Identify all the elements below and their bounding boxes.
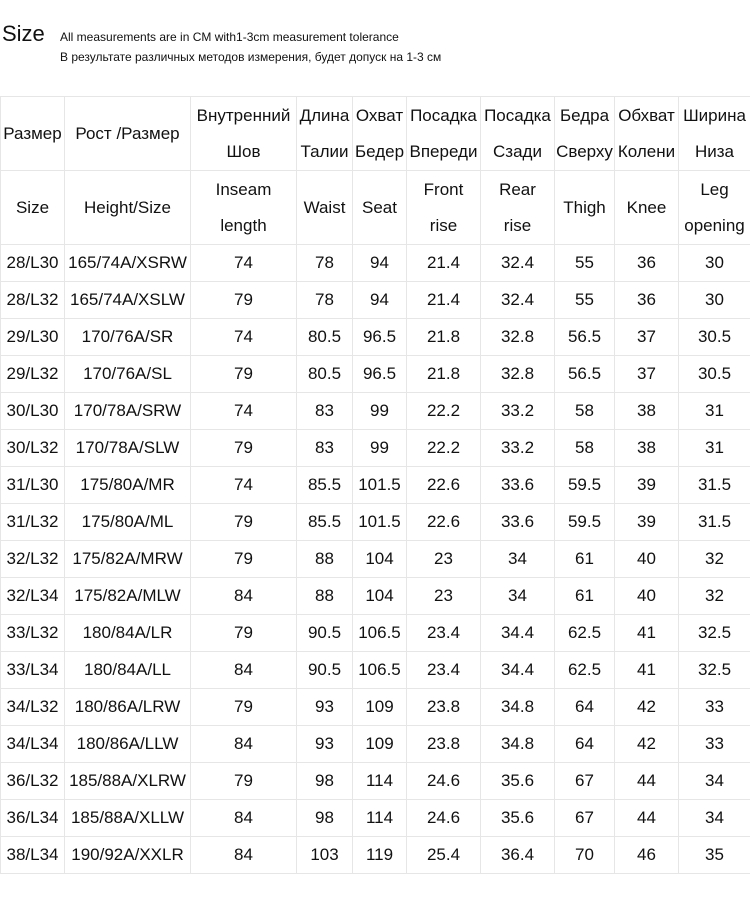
cell-rear-rise: 34 <box>481 578 555 615</box>
header-row-en-cell-rear-rise <box>481 171 555 245</box>
header-row-en-cell-size <box>1 171 65 245</box>
cell-thigh: 58 <box>555 430 615 467</box>
cell-rear-rise: 32.8 <box>481 319 555 356</box>
cell-waist: 103 <box>297 837 353 874</box>
cell-rear-rise: 35.6 <box>481 763 555 800</box>
header-label: Rear <box>499 179 536 199</box>
cell-waist: 98 <box>297 800 353 837</box>
cell-inseam: 79 <box>191 541 297 578</box>
header-row-ru-cell-thigh <box>555 97 615 171</box>
cell-rear-rise: 33.2 <box>481 430 555 467</box>
cell-front-rise: 22.6 <box>407 504 481 541</box>
cell-seat: 109 <box>353 726 407 763</box>
size-chart-table <box>0 96 750 874</box>
cell-seat: 106.5 <box>353 615 407 652</box>
cell-inseam: 74 <box>191 467 297 504</box>
table-row <box>1 800 750 837</box>
cell-size: 29/L30 <box>1 319 65 356</box>
cell-size: 34/L34 <box>1 726 65 763</box>
header-row-en-cell-front-rise <box>407 171 481 245</box>
cell-leg-opening: 33 <box>679 726 750 763</box>
cell-knee: 37 <box>615 356 679 393</box>
cell-height-size: 175/80A/ML <box>65 504 191 541</box>
cell-front-rise: 21.8 <box>407 319 481 356</box>
cell-knee: 46 <box>615 837 679 874</box>
cell-waist: 88 <box>297 541 353 578</box>
cell-front-rise: 22.2 <box>407 393 481 430</box>
cell-knee: 44 <box>615 763 679 800</box>
header-label: Шов <box>226 141 261 161</box>
header-label: rise <box>429 215 458 235</box>
header-label: Талии <box>300 141 349 161</box>
header-label: Front <box>423 179 464 199</box>
header-row-en-cell-leg-opening <box>679 171 750 245</box>
cell-leg-opening: 34 <box>679 763 750 800</box>
cell-front-rise: 23 <box>407 541 481 578</box>
cell-knee: 36 <box>615 245 679 282</box>
header-label: Посадка <box>484 105 551 125</box>
cell-leg-opening: 35 <box>679 837 750 874</box>
cell-size: 29/L32 <box>1 356 65 393</box>
cell-leg-opening: 30 <box>679 245 750 282</box>
header-row-ru-cell-leg-opening <box>679 97 750 171</box>
cell-height-size: 170/78A/SRW <box>65 393 191 430</box>
header-label: Охват <box>355 105 404 125</box>
header-row-ru-cell-front-rise <box>407 97 481 171</box>
cell-leg-opening: 32.5 <box>679 615 750 652</box>
cell-waist: 88 <box>297 578 353 615</box>
cell-rear-rise: 33.6 <box>481 467 555 504</box>
table-row <box>1 578 750 615</box>
cell-height-size: 180/86A/LLW <box>65 726 191 763</box>
cell-leg-opening: 30.5 <box>679 319 750 356</box>
header-label: Низа <box>694 141 735 161</box>
header-label: Сзади <box>493 141 542 161</box>
cell-rear-rise: 32.4 <box>481 245 555 282</box>
cell-front-rise: 21.4 <box>407 245 481 282</box>
header-label: Рост /Размер <box>75 123 180 143</box>
cell-thigh: 67 <box>555 763 615 800</box>
header-row-ru-cell-waist <box>297 97 353 171</box>
table-row <box>1 356 750 393</box>
cell-size: 33/L34 <box>1 652 65 689</box>
cell-height-size: 165/74A/XSLW <box>65 282 191 319</box>
cell-waist: 93 <box>297 726 353 763</box>
cell-thigh: 61 <box>555 541 615 578</box>
header-row-ru-cell-height-size <box>65 97 191 171</box>
cell-thigh: 59.5 <box>555 504 615 541</box>
cell-leg-opening: 31.5 <box>679 467 750 504</box>
cell-size: 34/L32 <box>1 689 65 726</box>
cell-leg-opening: 31 <box>679 393 750 430</box>
cell-size: 30/L32 <box>1 430 65 467</box>
header-label: Height/Size <box>84 197 171 217</box>
cell-rear-rise: 35.6 <box>481 800 555 837</box>
cell-front-rise: 25.4 <box>407 837 481 874</box>
header-label: Длина <box>299 105 350 125</box>
cell-leg-opening: 31 <box>679 430 750 467</box>
header-label: rise <box>503 215 532 235</box>
cell-knee: 39 <box>615 504 679 541</box>
cell-front-rise: 24.6 <box>407 763 481 800</box>
cell-thigh: 64 <box>555 689 615 726</box>
header-row-en <box>1 171 750 245</box>
measurement-note-en: All measurements are in CM with1-3cm measurement tolerance <box>60 30 399 44</box>
header-label: Inseam <box>215 179 272 199</box>
cell-leg-opening: 32 <box>679 578 750 615</box>
cell-height-size: 180/84A/LL <box>65 652 191 689</box>
cell-thigh: 55 <box>555 245 615 282</box>
cell-front-rise: 23 <box>407 578 481 615</box>
cell-rear-rise: 33.2 <box>481 393 555 430</box>
cell-waist: 98 <box>297 763 353 800</box>
header-label: Сверху <box>556 141 613 161</box>
header-label: opening <box>684 215 745 235</box>
cell-leg-opening: 30 <box>679 282 750 319</box>
cell-knee: 37 <box>615 319 679 356</box>
cell-inseam: 74 <box>191 245 297 282</box>
cell-seat: 99 <box>353 393 407 430</box>
table-row <box>1 467 750 504</box>
cell-rear-rise: 33.6 <box>481 504 555 541</box>
cell-height-size: 175/82A/MLW <box>65 578 191 615</box>
header-row-ru-cell-knee <box>615 97 679 171</box>
table-row <box>1 837 750 874</box>
header-label: Обхват <box>618 105 675 125</box>
cell-thigh: 59.5 <box>555 467 615 504</box>
cell-leg-opening: 30.5 <box>679 356 750 393</box>
cell-front-rise: 22.6 <box>407 467 481 504</box>
header-row-ru-cell-rear-rise <box>481 97 555 171</box>
header-label: length <box>220 215 267 235</box>
cell-seat: 104 <box>353 541 407 578</box>
cell-height-size: 165/74A/XSRW <box>65 245 191 282</box>
cell-knee: 39 <box>615 467 679 504</box>
cell-size: 32/L34 <box>1 578 65 615</box>
cell-height-size: 175/80A/MR <box>65 467 191 504</box>
cell-front-rise: 24.6 <box>407 800 481 837</box>
cell-inseam: 74 <box>191 319 297 356</box>
cell-size: 36/L32 <box>1 763 65 800</box>
cell-inseam: 79 <box>191 689 297 726</box>
table-row <box>1 430 750 467</box>
table-row <box>1 282 750 319</box>
cell-height-size: 170/78A/SLW <box>65 430 191 467</box>
cell-inseam: 84 <box>191 726 297 763</box>
cell-waist: 90.5 <box>297 652 353 689</box>
cell-size: 28/L32 <box>1 282 65 319</box>
cell-waist: 93 <box>297 689 353 726</box>
measurement-note-ru: В результате различных методов измерения, будет допуск на 1-3 см <box>60 50 442 64</box>
cell-thigh: 56.5 <box>555 356 615 393</box>
header-label: Knee <box>626 197 667 217</box>
cell-thigh: 62.5 <box>555 652 615 689</box>
cell-waist: 90.5 <box>297 615 353 652</box>
cell-front-rise: 23.4 <box>407 615 481 652</box>
cell-seat: 114 <box>353 763 407 800</box>
cell-height-size: 190/92A/XXLR <box>65 837 191 874</box>
table-row <box>1 652 750 689</box>
table-row <box>1 726 750 763</box>
cell-inseam: 84 <box>191 800 297 837</box>
cell-inseam: 79 <box>191 356 297 393</box>
cell-waist: 80.5 <box>297 319 353 356</box>
cell-size: 38/L34 <box>1 837 65 874</box>
cell-thigh: 67 <box>555 800 615 837</box>
cell-waist: 83 <box>297 430 353 467</box>
table-row <box>1 541 750 578</box>
cell-height-size: 180/84A/LR <box>65 615 191 652</box>
header-row-en-cell-height-size <box>65 171 191 245</box>
cell-inseam: 84 <box>191 837 297 874</box>
cell-thigh: 61 <box>555 578 615 615</box>
header-row-en-cell-thigh <box>555 171 615 245</box>
cell-height-size: 185/88A/XLRW <box>65 763 191 800</box>
cell-rear-rise: 34.8 <box>481 726 555 763</box>
cell-size: 28/L30 <box>1 245 65 282</box>
cell-leg-opening: 31.5 <box>679 504 750 541</box>
cell-size: 36/L34 <box>1 800 65 837</box>
cell-thigh: 70 <box>555 837 615 874</box>
cell-waist: 78 <box>297 282 353 319</box>
cell-leg-opening: 32 <box>679 541 750 578</box>
table-row <box>1 393 750 430</box>
cell-leg-opening: 34 <box>679 800 750 837</box>
header-label: Leg <box>700 179 729 199</box>
header-row-ru-cell-inseam <box>191 97 297 171</box>
size-title: Size <box>2 21 45 46</box>
header-label: Ширина <box>683 105 746 125</box>
cell-inseam: 84 <box>191 652 297 689</box>
cell-waist: 83 <box>297 393 353 430</box>
cell-waist: 85.5 <box>297 504 353 541</box>
header-label: Впереди <box>409 141 478 161</box>
cell-knee: 40 <box>615 578 679 615</box>
cell-seat: 106.5 <box>353 652 407 689</box>
header-label: Seat <box>362 197 397 217</box>
cell-knee: 38 <box>615 393 679 430</box>
cell-height-size: 170/76A/SL <box>65 356 191 393</box>
cell-size: 32/L32 <box>1 541 65 578</box>
header-label: Thigh <box>563 197 606 217</box>
cell-inseam: 79 <box>191 430 297 467</box>
cell-waist: 85.5 <box>297 467 353 504</box>
cell-inseam: 79 <box>191 615 297 652</box>
cell-knee: 42 <box>615 726 679 763</box>
cell-front-rise: 21.8 <box>407 356 481 393</box>
cell-rear-rise: 36.4 <box>481 837 555 874</box>
cell-rear-rise: 32.8 <box>481 356 555 393</box>
cell-rear-rise: 34.4 <box>481 652 555 689</box>
cell-height-size: 175/82A/MRW <box>65 541 191 578</box>
header-row-en-cell-waist <box>297 171 353 245</box>
cell-leg-opening: 32.5 <box>679 652 750 689</box>
cell-knee: 40 <box>615 541 679 578</box>
header-row-en-cell-knee <box>615 171 679 245</box>
header-label: Size <box>15 197 50 217</box>
cell-knee: 41 <box>615 615 679 652</box>
cell-height-size: 180/86A/LRW <box>65 689 191 726</box>
cell-inseam: 84 <box>191 578 297 615</box>
cell-knee: 36 <box>615 282 679 319</box>
cell-rear-rise: 32.4 <box>481 282 555 319</box>
cell-knee: 44 <box>615 800 679 837</box>
header-row-ru-cell-seat <box>353 97 407 171</box>
table-row <box>1 245 750 282</box>
table-row <box>1 689 750 726</box>
header-label: Колени <box>617 141 676 161</box>
cell-inseam: 74 <box>191 393 297 430</box>
header-row-ru <box>1 97 750 171</box>
cell-thigh: 55 <box>555 282 615 319</box>
header-row-ru-cell-size <box>1 97 65 171</box>
size-chart-header <box>0 0 750 96</box>
cell-size: 31/L32 <box>1 504 65 541</box>
header-label: Бедра <box>559 105 610 125</box>
cell-rear-rise: 34 <box>481 541 555 578</box>
header-label: Внутренний <box>196 105 291 125</box>
cell-seat: 94 <box>353 282 407 319</box>
cell-front-rise: 22.2 <box>407 430 481 467</box>
cell-waist: 78 <box>297 245 353 282</box>
cell-seat: 109 <box>353 689 407 726</box>
cell-height-size: 185/88A/XLLW <box>65 800 191 837</box>
cell-seat: 96.5 <box>353 356 407 393</box>
cell-seat: 101.5 <box>353 504 407 541</box>
cell-thigh: 58 <box>555 393 615 430</box>
cell-inseam: 79 <box>191 282 297 319</box>
cell-leg-opening: 33 <box>679 689 750 726</box>
cell-rear-rise: 34.4 <box>481 615 555 652</box>
cell-front-rise: 21.4 <box>407 282 481 319</box>
header-label: Бедер <box>354 141 405 161</box>
cell-height-size: 170/76A/SR <box>65 319 191 356</box>
cell-knee: 38 <box>615 430 679 467</box>
table-row <box>1 615 750 652</box>
cell-front-rise: 23.8 <box>407 689 481 726</box>
header-label: Посадка <box>410 105 477 125</box>
cell-size: 30/L30 <box>1 393 65 430</box>
cell-seat: 119 <box>353 837 407 874</box>
table-row <box>1 504 750 541</box>
cell-size: 31/L30 <box>1 467 65 504</box>
table-row <box>1 763 750 800</box>
cell-inseam: 79 <box>191 504 297 541</box>
header-row-en-cell-seat <box>353 171 407 245</box>
header-label: Размер <box>3 123 62 143</box>
header-row-en-cell-inseam <box>191 171 297 245</box>
cell-seat: 99 <box>353 430 407 467</box>
cell-thigh: 64 <box>555 726 615 763</box>
header-label: Waist <box>303 197 346 217</box>
cell-seat: 101.5 <box>353 467 407 504</box>
cell-waist: 80.5 <box>297 356 353 393</box>
cell-front-rise: 23.8 <box>407 726 481 763</box>
table-row <box>1 319 750 356</box>
cell-inseam: 79 <box>191 763 297 800</box>
cell-thigh: 56.5 <box>555 319 615 356</box>
cell-knee: 41 <box>615 652 679 689</box>
cell-seat: 104 <box>353 578 407 615</box>
cell-rear-rise: 34.8 <box>481 689 555 726</box>
cell-seat: 94 <box>353 245 407 282</box>
cell-seat: 96.5 <box>353 319 407 356</box>
cell-front-rise: 23.4 <box>407 652 481 689</box>
cell-thigh: 62.5 <box>555 615 615 652</box>
cell-size: 33/L32 <box>1 615 65 652</box>
cell-seat: 114 <box>353 800 407 837</box>
cell-knee: 42 <box>615 689 679 726</box>
size-chart-body <box>1 97 750 874</box>
